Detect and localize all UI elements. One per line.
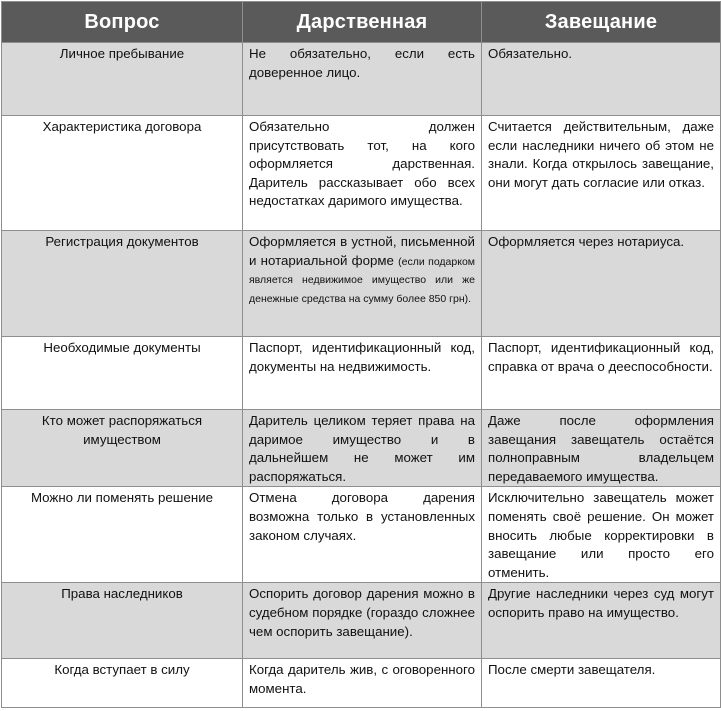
will-cell: Даже после оформления завещания завещатель остаётся полноправным владельцем передаваемого имущества. (482, 410, 721, 487)
header-row (2, 2, 721, 43)
question-cell: Можно ли поменять решение (2, 487, 243, 583)
question-cell: Когда вступает в силу (2, 659, 243, 708)
will-cell: Другие наследники через суд могут оспорить право на имущество. (482, 583, 721, 659)
column-header-question: Вопрос (2, 2, 243, 43)
gift-cell: Отмена договора дарения возможна только в установленных законом случаях. (243, 487, 482, 583)
table-row (2, 487, 721, 583)
comparison-table (1, 1, 721, 708)
question-cell: Личное пребывание (2, 43, 243, 116)
will-cell: Считается действительным, даже если наследники ничего об этом не знали. Когда открылось завещание, они могут дать согласие или отказ. (482, 116, 721, 231)
column-header-gift: Дарственная (243, 2, 482, 43)
table-row (2, 410, 721, 487)
question-cell: Права наследников (2, 583, 243, 659)
will-cell: Паспорт, идентификационный код, справка от врача о дееспособности. (482, 337, 721, 410)
table-row (2, 583, 721, 659)
table-row (2, 116, 721, 231)
gift-cell-note: (если подарком является недвижимое имущество или же денежные средства на сумму более 850 грн). (249, 255, 476, 305)
question-cell: Кто может распоряжаться имуществом (2, 410, 243, 487)
question-cell: Регистрация документов (2, 231, 243, 337)
table-header (2, 2, 721, 43)
gift-cell (243, 231, 482, 337)
table-row (2, 659, 721, 708)
question-cell: Необходимые документы (2, 337, 243, 410)
table-body (2, 43, 721, 708)
table-row (2, 337, 721, 410)
gift-cell: Не обязательно, если есть доверенное лицо. (243, 43, 482, 116)
will-cell: Оформляется через нотариуса. (482, 231, 721, 337)
gift-cell: Когда даритель жив, с оговоренного момента. (243, 659, 482, 708)
gift-cell: Оспорить договор дарения можно в судебном порядке (гораздо сложнее чем оспорить завещание). (243, 583, 482, 659)
gift-cell-main: Оформляется в устной, письменной и нотариальной форме (249, 234, 475, 268)
gift-cell: Даритель целиком теряет права на даримое имущество и в дальнейшем не может им распоряжаться. (243, 410, 482, 487)
will-cell: Обязательно. (482, 43, 721, 116)
question-cell: Характеристика договора (2, 116, 243, 231)
column-header-will: Завещание (482, 2, 721, 43)
gift-cell: Обязательно должен присутствовать тот, на кого оформляется дарственная. Даритель рассказывает обо всех недостатках даримого имущества. (243, 116, 482, 231)
table-row (2, 231, 721, 337)
table-row (2, 43, 721, 116)
will-cell: Исключительно завещатель может поменять своё решение. Он может вносить любые корректировки в завещание или просто его отменить. (482, 487, 721, 583)
gift-cell: Паспорт, идентификационный код, документы на недвижимость. (243, 337, 482, 410)
will-cell: После смерти завещателя. (482, 659, 721, 708)
